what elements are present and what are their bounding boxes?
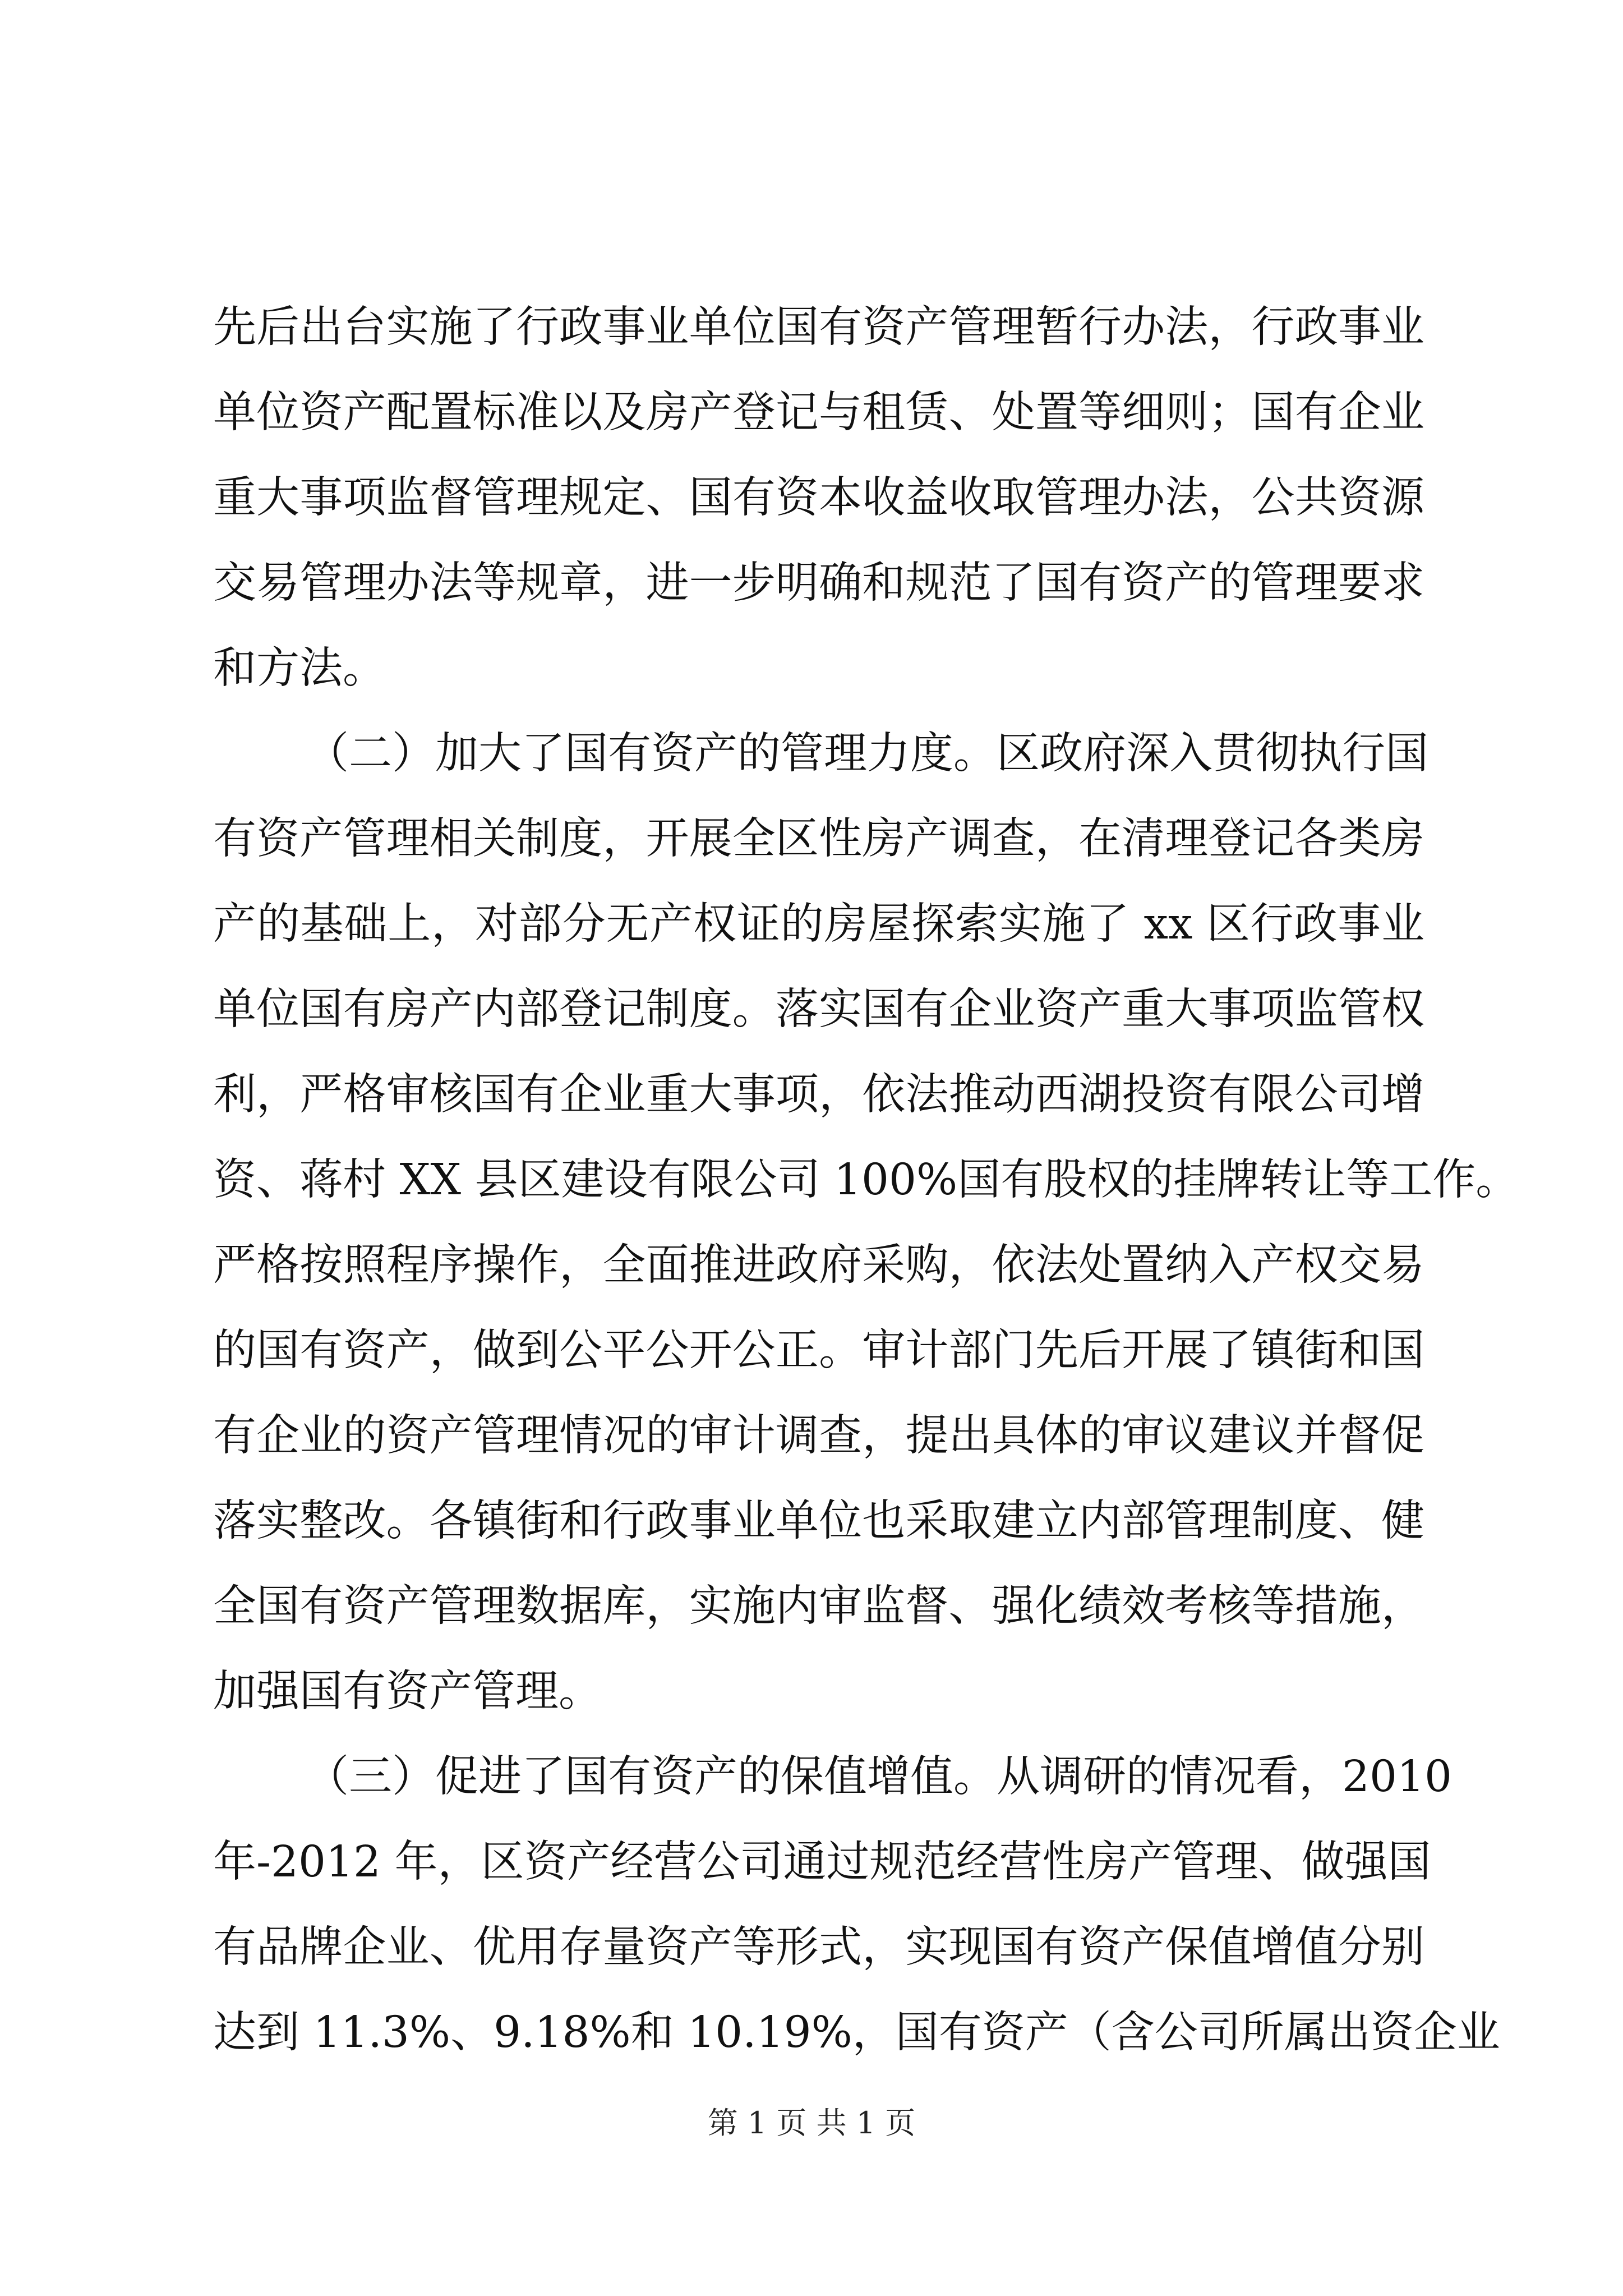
body-text-line: 严格按照程序操作，全面推进政府采购，依法处置纳入产权交易: [213, 1240, 1424, 1290]
body-text-line: 利，严格审核国有企业重大事项，依法推动西湖投资有限公司增: [213, 1070, 1424, 1120]
body-text-line: 达到 11.3%、9.18%和 10.19%，国有资产（含公司所属出资企业: [213, 2008, 1500, 2058]
body-text-line: 和方法。: [213, 643, 386, 693]
body-text-line: 交易管理办法等规章，进一步明确和规范了国有资产的管理要求: [213, 558, 1424, 608]
body-text-line: 的国有资产，做到公平公开公正。审计部门先后开展了镇街和国: [213, 1326, 1424, 1375]
section-heading-line: （二）加大了国有资产的管理力度。区政府深入贯彻执行国: [306, 729, 1428, 779]
body-text-line: 有资产管理相关制度，开展全区性房产调查，在清理登记各类房: [213, 814, 1424, 864]
body-text-line: 年-2012 年，区资产经营公司通过规范经营性房产管理、做强国: [213, 1837, 1431, 1887]
body-text-line: 有企业的资产管理情况的审计调查，提出具体的审议建议并督促: [213, 1411, 1424, 1461]
section-heading-line: （三）促进了国有资产的保值增值。从调研的情况看，2010: [306, 1752, 1452, 1802]
body-text-line: 先后出台实施了行政事业单位国有资产管理暂行办法，行政事业: [213, 302, 1424, 352]
body-text-line: 加强国有资产管理。: [213, 1667, 602, 1717]
body-text-line: 重大事项监督管理规定、国有资本收益收取管理办法，公共资源: [213, 473, 1424, 523]
body-text-line: 资、蒋村 XX 县区建设有限公司 100%国有股权的挂牌转让等工作。: [213, 1155, 1519, 1205]
body-text-line: 单位国有房产内部登记制度。落实国有企业资产重大事项监管权: [213, 984, 1424, 1034]
body-text-line: 产的基础上，对部分无产权证的房屋探索实施了 xx 区行政事业: [213, 899, 1424, 949]
body-text-line: 全国有资产管理数据库，实施内审监督、强化绩效考核等措施，: [213, 1581, 1424, 1631]
page-footer: 第 1 页 共 1 页: [707, 2105, 916, 2141]
body-text-line: 单位资产配置标准以及房产登记与租赁、处置等细则；国有企业: [213, 388, 1424, 438]
body-text-line: 落实整改。各镇街和行政事业单位也采取建立内部管理制度、健: [213, 1496, 1424, 1546]
body-text-line: 有品牌企业、优用存量资产等形式，实现国有资产保值增值分别: [213, 1922, 1424, 1972]
